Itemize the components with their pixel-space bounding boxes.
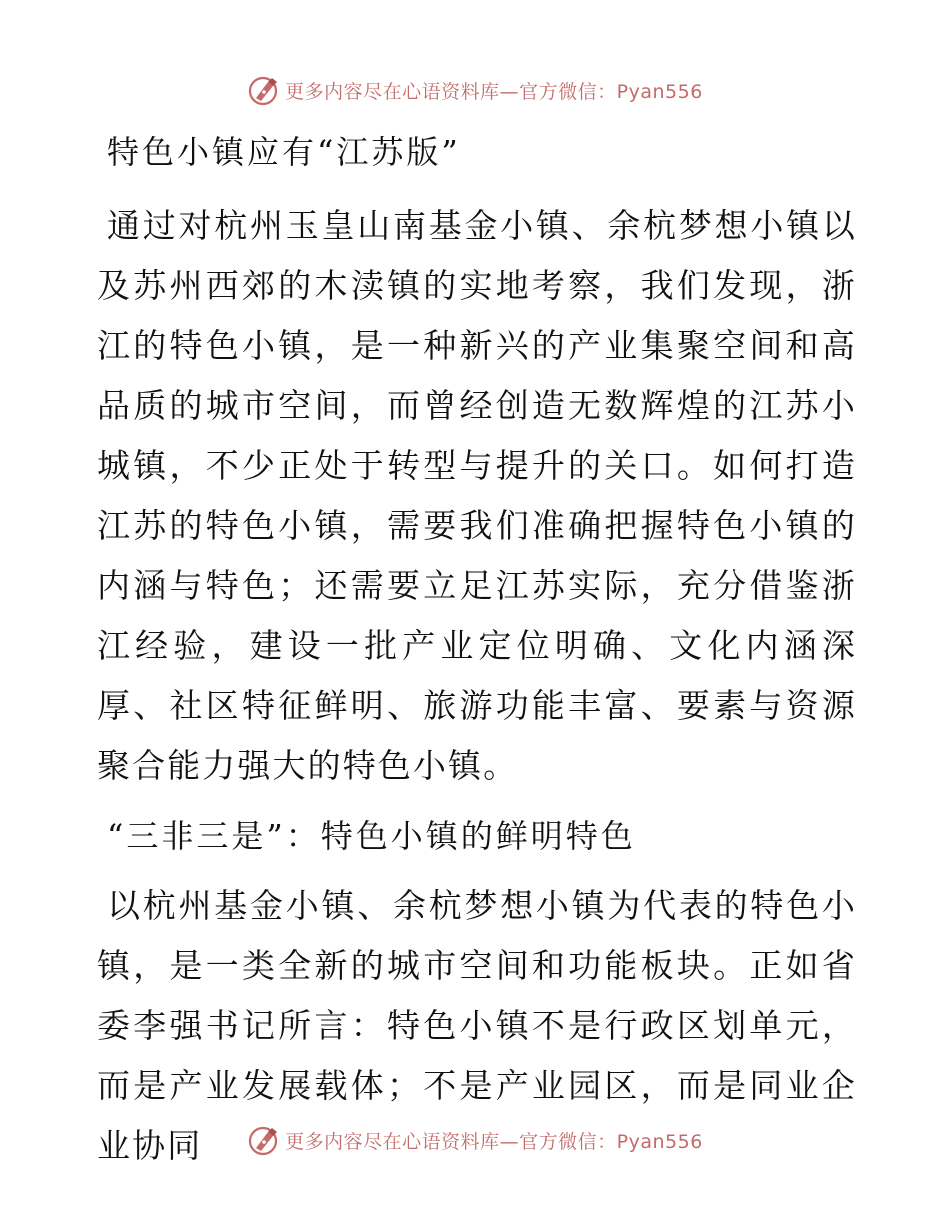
document-body: [97, 122, 857, 1176]
watermark-text: 更多内容尽在心语资料库—官方微信：Pyan556: [285, 80, 703, 103]
watermark-banner-bottom: [0, 1120, 950, 1160]
watermark-text: 更多内容尽在心语资料库—官方微信：Pyan556: [285, 1130, 703, 1153]
paragraph-field-study: 通过对杭州玉皇山南基金小镇、余杭梦想小镇以及苏州西郊的木渎镇的实地考察，我们发现，浙江的特色小镇，是一种新兴的产业集聚空间和高品质的城市空间，而曾经创造无数辉煌的江苏小城镇，不少正处于转型与提升的关口。如何打造江苏的特色小镇，需要我们准确把握特色小镇的内涵与特色；还需要立足江苏实际，充分借鉴浙江经验，建设一批产业定位明确、文化内涵深厚、社区特征鲜明、旅游功能丰富、要素与资源聚合能力强大的特色小镇。: [97, 206, 857, 785]
pen-nib-logo-icon: [247, 73, 281, 107]
paragraph-definition: 以杭州基金小镇、余杭梦想小镇为代表的特色小镇，是一类全新的城市空间和功能板块。正如省委李强书记所言：特色小镇不是行政区划单元，而是产业发展载体；不是产业园区，而是同业企业协同: [97, 886, 857, 1165]
section-heading-jiangsu-version: 特色小镇应有“江苏版”: [107, 133, 461, 171]
watermark-banner-top: [0, 70, 950, 110]
section-heading-three-nots: “三非三是”：特色小镇的鲜明特色: [107, 817, 636, 855]
pen-nib-logo-icon: [247, 1123, 281, 1157]
